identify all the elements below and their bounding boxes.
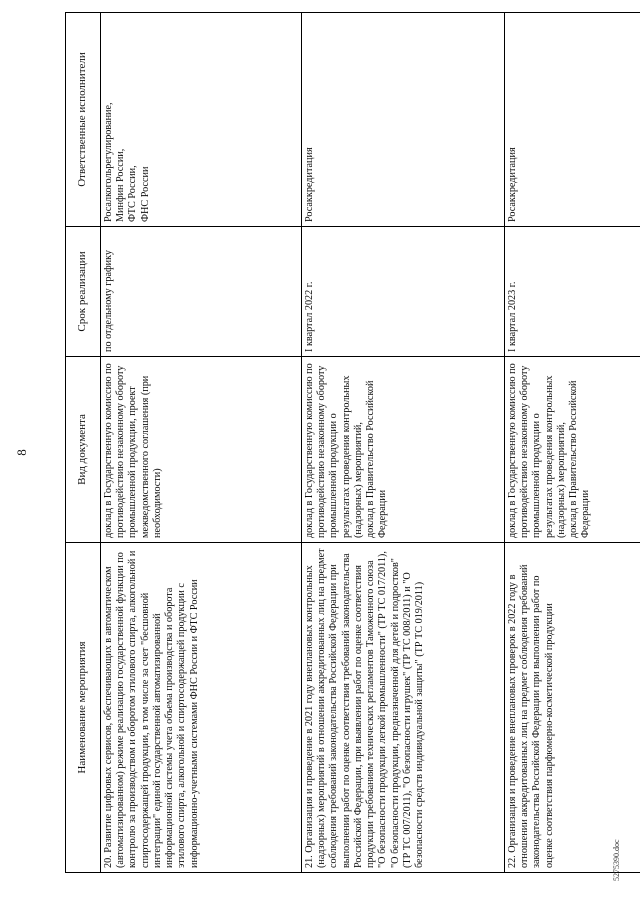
document-type-cell: доклад в Государственную комиссию по противодействию незаконному обороту промышленной продукции, проект межведомственного соглашения (при необходимости) xyxy=(101,357,302,543)
measure-name-cell: 22. Организация и проведение внеплановых проверок в 2022 году в отношении аккредитованных лиц на предмет соблюдения требований законодательства Российской Федерации при выполнении работ по оценке соответствия парфюмерно-косметической продукции xyxy=(505,543,640,873)
header-measure-name: Наименование мероприятия xyxy=(66,543,101,873)
table-row xyxy=(505,13,640,873)
executors-cell: Росалкогольрегулирование, Минфин России, ФТС России, ФНС России xyxy=(101,13,302,227)
header-deadline: Срок реализации xyxy=(66,227,101,357)
deadline-cell: I квартал 2022 г. xyxy=(302,227,505,357)
measure-name-cell: 21. Организация и проведение в 2021 году внеплановых контрольных (надзорных) мероприятий в отношении аккредитованных лиц на предмет соблюдения требований законодательства Российской Федерации при выполнении работ по оценке соответствия требований законодательства Российской Федерации, при выявлении работ по оценке соответствия продукции требованиям технических регламентов Таможенного союза "О безопасности продукции легкой промышленности" (ТР ТС 017/2011), "О безопасности продукции, предназначенной для детей и подростков" (ТР ТС 007/2011), "О безопасности игрушек" (ТР ТС 008/2011) и "О безопасности средств индивидуальной защиты" (ТР ТС 019/2011) xyxy=(302,543,505,873)
table-row xyxy=(101,13,302,873)
measures-table xyxy=(65,12,640,873)
executors-cell: Росаккредитация xyxy=(302,13,505,227)
deadline-cell: по отдельному графику xyxy=(101,227,302,357)
document-type-cell: доклад в Государственную комиссию по противодействию незаконному обороту промышленной продукции о результатах проведения контрольных (надзорных) мероприятий, доклад в Правительство Российской Федерации xyxy=(302,357,505,543)
document-file-code: 5275390.doc xyxy=(612,839,621,881)
deadline-cell: I квартал 2023 г. xyxy=(505,227,640,357)
page-number: 8 xyxy=(14,449,29,456)
table-row xyxy=(302,13,505,873)
executors-cell: Росаккредитация xyxy=(505,13,640,227)
header-document-type: Вид документа xyxy=(66,357,101,543)
measure-name-cell: 20. Развитие цифровых сервисов, обеспечивающих в автоматическом (автоматизированном) режиме реализацию государственной функции по контролю за производством и оборотом этилового спирта, алкогольной и спиртосодержащей продукции, в том числе за счет "бесшовной интеграции" единой государственной автоматизированной информационной системы учета объема производства и оборота этилового спирта, алкогольной и спиртосодержащей продукции с информационно-учетными системами ФНС России и ФТС России xyxy=(101,543,302,873)
header-executors: Ответственные исполнители xyxy=(66,13,101,227)
table-header-row xyxy=(66,13,101,873)
document-type-cell: доклад в Государственную комиссию по противодействию незаконному обороту промышленной продукции о результатах проведения контрольных (надзорных) мероприятий, доклад в Правительство Российской Федерации xyxy=(505,357,640,543)
